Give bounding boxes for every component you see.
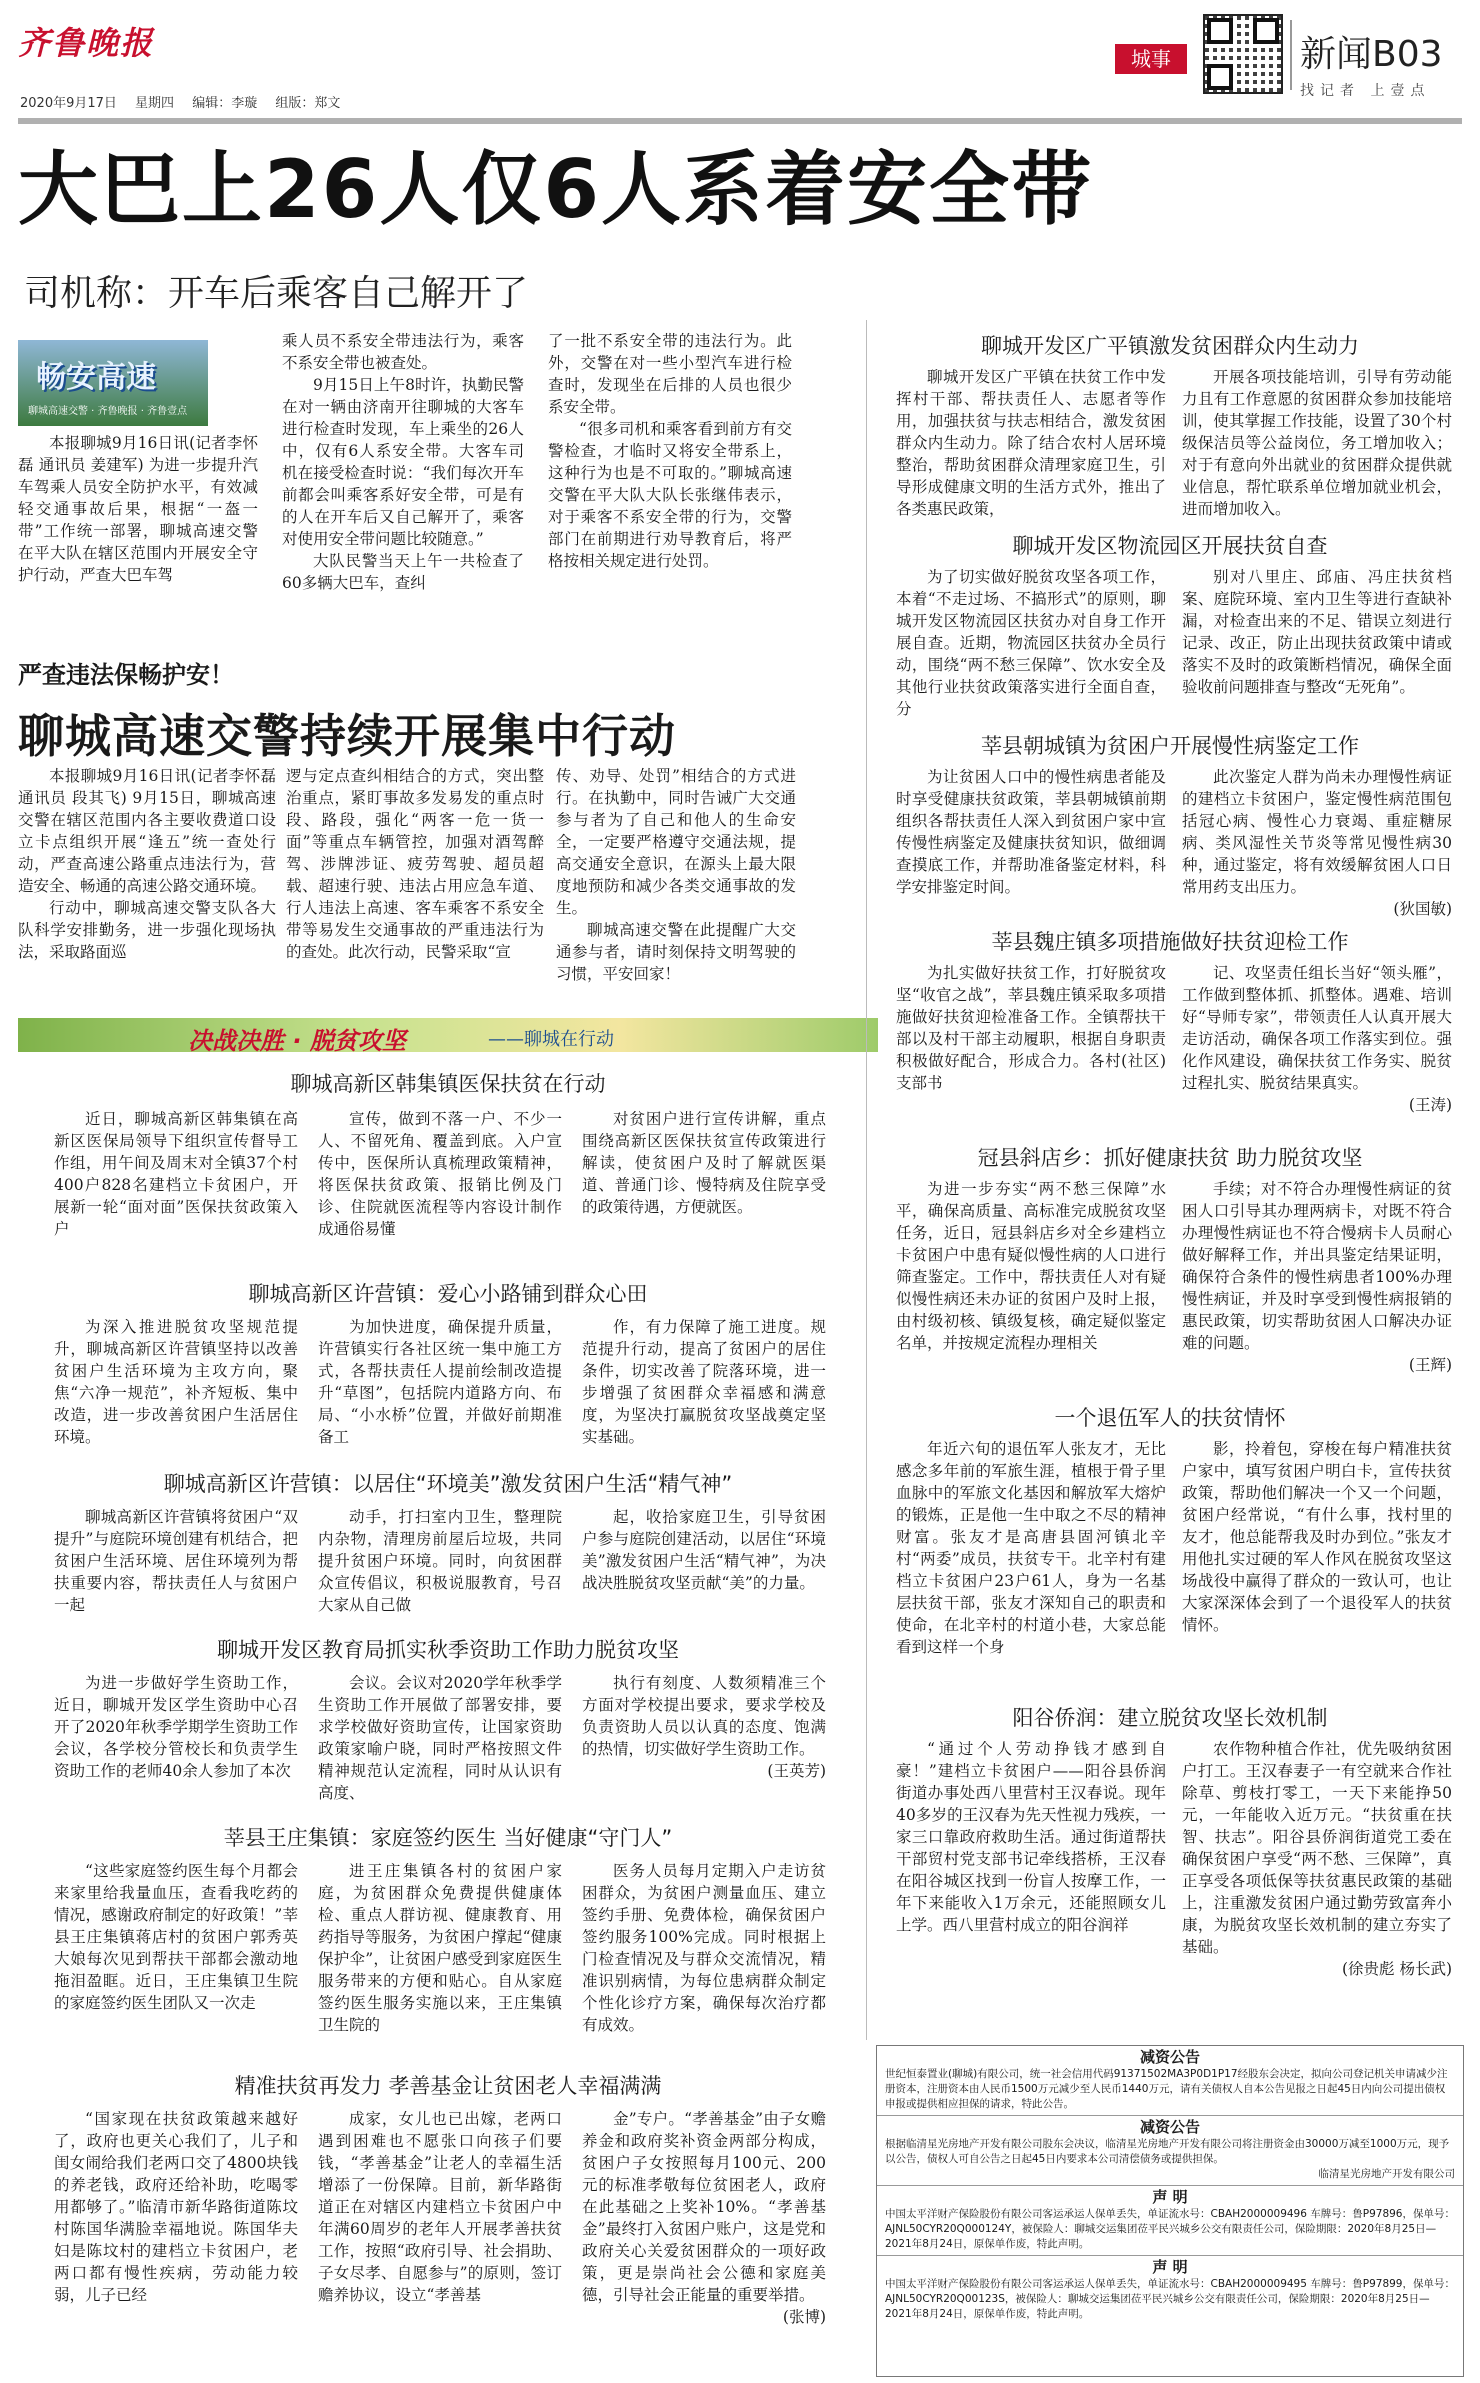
article-column: [54, 1316, 298, 1448]
paragraph: 大队民警当天上午一共检查了60多辆大巴车，查纠: [282, 552, 524, 592]
paragraph: 聊城高速交警在此提醒广大交通参与者，请时刻保持文明驾驶的习惯，平安回家！: [556, 921, 796, 983]
notice-text: 根据临清星光房地产开发有限公司股东会决议，临清星光房地产开发有限公司将注册资金由30000万减至1000万元，现予以公告，债权人可自公告之日起45日内要求本公司清偿债务或提供担保。: [885, 2138, 1450, 2165]
paragraph: “国家现在扶贫政策越来越好了，政府也更关心我们了，儿子和闺女闹给我们老两口交了4800块钱的养老钱，政府还给补助，吃喝零用都够了。”临清市新华路街道陈坟村陈国华满脸幸福地说。陈国华夫妇是陈坟村的建档立卡贫困户，老两口都有慢性疾病，劳动能力较弱，儿子已经: [54, 2110, 298, 2304]
article-column: [582, 1506, 826, 1594]
article-column: [1182, 962, 1452, 1116]
article-column: [54, 1108, 298, 1240]
notice-title: 声 明: [1152, 2188, 1188, 2206]
article-title: 聊城开发区广平镇激发贫困群众内生动力: [981, 334, 1359, 358]
lead-headline: 大巴上26人仅6人系着安全带: [18, 143, 1093, 236]
highway-banner-image: [18, 340, 208, 426]
article: [878, 1402, 1462, 1702]
second-column-3: [556, 765, 796, 985]
article-column: [582, 1860, 826, 2036]
article-column: [896, 1438, 1166, 1658]
article-column: [1182, 1178, 1452, 1376]
paragraph: 执行有刻度、人数须精准三个方面对学校提出要求，要求学校及负责资助人员以认真的态度、饱满的热情，切实做好学生资助工作。: [582, 1674, 826, 1758]
notice-title: 减资公告: [1139, 2118, 1200, 2136]
paragraph: 聊城开发区广平镇在扶贫工作中发挥村干部、帮扶责任人、志愿者等作用，加强扶贫与扶志相结合，激发贫困群众内生动力。除了结合农村人居环境整治，帮助贫困群众清理家庭卫生，引导形成健康文明的生活方式外，推出了各类惠民政策，: [896, 368, 1166, 518]
paragraph: 成家，女儿也已出嫁，老两口遇到困难也不愿张口向孩子们要钱，“孝善基金”让老人的幸福生活增添了一份保障。目前，新华路街道正在对辖区内建档立卡贫困户中年满60周岁的老年人开展孝善扶贫工作，按照“政府引导、社会捐助、子女尽孝、自愿参与”的原则，签订赡养协议，设立“孝善基: [318, 2110, 562, 2304]
masthead-rule: [18, 118, 1462, 124]
paragraph: 医务人员每月定期入户走访贫困群众，为贫困户测量血压、建立签约手册、免费体检，确保贫困户签约服务100%完成。同时根据上门检查情况及与群众交流情况，精准识别病情，为每位患病群众制定个性化诊疗方案，确保每次治疗都有成效。: [582, 1862, 826, 2034]
second-column-2: [286, 765, 544, 963]
article: [18, 1634, 878, 1822]
paragraph: 金”专户。“孝善基金”由子女赡养金和政府奖补资金两部分构成，贫困户子女按照每月100元、200元的标准孝敬每位贫困老人，政府在此基础之上奖补10%。“孝善基金”最终打入贫困户账户，这是党和政府关心关爱贫困群众的一项好政策，更是崇尚社会公德和家庭美德，引导社会正能量的重要举措。: [582, 2110, 826, 2304]
lead-column-3: [548, 330, 792, 572]
article-title: 聊城开发区物流园区开展扶贫自查: [1012, 534, 1328, 558]
paragraph: 宣传，做到不落一户、不少一人、不留死角、覆盖到底。入户宣传中，医保所认真梳理政策精神，将医保扶贫政策、报销比例及门诊、住院就医流程等内容设计制作成通俗易懂: [318, 1110, 562, 1238]
notice-title: 声 明: [1152, 2258, 1188, 2276]
second-column-1: [18, 765, 276, 963]
paragraph: 别对八里庄、邱庙、冯庄扶贫档案、庭院环境、室内卫生等进行查缺补漏，对检查出来的不足、错误立刻进行记录、改正，防止出现扶贫政策中请或落实不及时的政策断档情况，确保全面验收前问题排查与整改“无死角”。: [1182, 568, 1452, 696]
paragraph: 农作物种植合作社，优先吸纳贫困户打工。王汉春妻子一有空就来合作社除草、剪枝打零工，一天下来能挣50元，一年能收入近万元。“扶贫重在扶智、扶志”。阳谷县侨润街道党工委在确保贫困户享受“两不愁、三保障”，真正享受各项低保等扶贫惠民政策的基础上，注重激发贫困户通过勤劳致富奔小康，为脱贫攻坚长效机制的建立夯实了基础。: [1182, 1740, 1452, 1956]
article: [878, 330, 1462, 530]
paragraph: 影，拎着包，穿梭在每户精准扶贫户家中，填写贫困户明白卡，宣传扶贫政策，帮助他们解决一个又一个问题，贫困户经常说，“有什么事，找村里的友才，他总能帮我及时办到位。”张友才用他扎实过硬的军人作风在脱贫攻坚这场战役中赢得了群众的一致认可，也让大家深深体会到了一个退役军人的扶贫情怀。: [1182, 1440, 1452, 1634]
paragraph: 起，收拾家庭卫生，引导贫困户参与庭院创建活动，以居住“环境美”激发贫困户生活“精气神”，为决战决胜脱贫攻坚贡献“美”的力量。: [582, 1508, 826, 1592]
article-column: [1182, 766, 1452, 920]
section-badge: 城事: [1115, 44, 1187, 74]
article-column: [318, 2108, 562, 2306]
notice-signature: 临清星光房地产开发有限公司: [1318, 2168, 1455, 2180]
article-column: [582, 1672, 826, 1782]
article-column: [318, 1316, 562, 1448]
byline: (王英芳): [767, 1762, 826, 1780]
article-title: 阳谷侨润：建立脱贫攻坚长效机制: [1012, 1706, 1328, 1730]
notice-divider: [877, 2185, 1463, 2186]
paragraph: “通过个人劳动挣钱才感到自豪！”建档立卡贫困户——阳谷县侨润街道办事处西八里营村王汉春说。现年40多岁的王汉春为先天性视力残疾，一家三口靠政府救助生活。通过街道帮扶干部贸村党支部书记牵线搭桥，王汉春在阳谷城区找到一份盲人按摩工作，一年下来能收入1万余元，还能照顾女儿上学。西八里营村成立的阳谷润祥: [896, 1740, 1166, 1934]
article-column: [54, 1672, 298, 1782]
editor-credit: 编辑：李璇: [192, 96, 258, 111]
article-column: [54, 1860, 298, 2014]
legal-notices: [876, 2045, 1464, 2377]
paragraph: 逻与定点查纠相结合的方式，突出整治重点，紧盯事故多发易发的重点时段、路段，强化“两客一危一货一面”等重点车辆管控，加强对酒驾醉驾、涉牌涉证、疲劳驾驶、超员超载、超速行驶、违法占用应急车道、行人违法上高速、客车乘客不系安全带等易发生交通事故的严重违法行为的查处。此次行动，民警采取“宣: [286, 767, 544, 961]
paragraph: 行动中，聊城高速交警支队各大队科学安排勤务，进一步强化现场执法，采取路面巡: [18, 899, 276, 961]
article-title: 冠县斜店乡：抓好健康扶贫 助力脱贫攻坚: [977, 1146, 1363, 1170]
second-kicker: 严查违法保畅护安！: [18, 661, 234, 689]
paragraph: 记、攻坚责任组长当好“领头雁”，工作做到整体抓、抓整体。遇难、培训好“导师专家”，带领责任人认真开展大走访活动，确保各项工作落实到位。强化作风建设，确保扶贫工作务实、脱贫过程扎实、脱贫结果真实。: [1182, 964, 1452, 1092]
paragraph: 了一批不系安全带的违法行为。此外，交警在对一些小型汽车进行检查时，发现坐在后排的人员也很少系安全带。: [548, 332, 792, 416]
byline: (徐贵彪 杨长武): [1341, 1960, 1452, 1978]
page-number: 新闻B03: [1300, 34, 1443, 75]
right-articles: [878, 330, 1462, 2002]
article-title: 莘县王庄集镇：家庭签约医生 当好健康“守门人”: [223, 1826, 673, 1850]
paragraph: 为进一步夯实“两不愁三保障”水平，确保高质量、高标准完成脱贫攻坚任务，近日，冠县斜店乡对全乡建档立卡贫困户中患有疑似慢性病的人口进行筛查鉴定。工作中，帮扶责任人对有疑似慢性病还未办证的贫困户及时上报，由村级初核、镇级复核，确定疑似鉴定名单，并按规定流程办理相关: [896, 1180, 1166, 1352]
paragraph: 为深入推进脱贫攻坚规范提升，聊城高新区许营镇坚持以改善贫困户生活环境为主攻方向，聚焦“六净一规范”，补齐短板、集中改造，进一步改善贫困户生活居住环境。: [54, 1318, 298, 1446]
qr-code-icon: [1203, 14, 1283, 94]
notice-text: 中国太平洋财产保险股份有限公司客运承运人保单丢失，单证流水号：CBAH2000009496 车牌号：鲁P97896，保单号：AJNL50CYR20Q000124Y，被保险人：聊城交运集团莅平民兴城乡公交有限责任公司，保险期限：2020年8月25日—2021年8月24日，原保单作废，特此声明。: [885, 2208, 1455, 2250]
article-column: [582, 1316, 826, 1448]
article: [18, 1278, 878, 1468]
campaign-subtitle: ——聊城在行动: [488, 1029, 614, 1050]
article-column: [1182, 366, 1452, 520]
article-title: 莘县魏庄镇多项措施做好扶贫迎检工作: [991, 930, 1349, 954]
campaign-banner: [18, 1018, 878, 1055]
article-title: 精准扶贫再发力 孝善基金让贫困老人幸福满满: [234, 2074, 662, 2098]
article-title: 聊城开发区教育局抓实秋季资助工作助力脱贫攻坚: [217, 1638, 679, 1662]
article-column: [896, 566, 1166, 720]
article-column: [54, 1506, 298, 1616]
article-column: [896, 1738, 1166, 1936]
paragraph: 乘人员不系安全带违法行为，乘客不系安全带也被查处。: [282, 332, 524, 372]
lead-subhead: 司机称：开车后乘客自己解开了: [24, 273, 529, 314]
article-column: [582, 2108, 826, 2328]
paragraph: 为扎实做好扶贫工作，打好脱贫攻坚“收官之战”，莘县魏庄镇采取多项措施做好扶贫迎检准备工作。全镇帮扶干部以及村干部主动履职，根据自身职责积极做好配合，形成合力。各村(社区)支部书: [896, 964, 1166, 1092]
byline: (张博): [782, 2308, 826, 2326]
article-column: [896, 962, 1166, 1094]
paragraph: 9月15日上午8时许，执勤民警在对一辆由济南开往聊城的大客车进行检查时发现，车上乘坐的26人中，仅有6人系安全带。大客车司机在接受检查时说：“我们每次开车前都会叫乘客系好安全带，可是有的人在开车后又自己解开了，乘客对使用安全带问题比较随意。”: [282, 376, 524, 548]
article: [18, 2070, 878, 2360]
article-column: [1182, 1438, 1452, 1636]
paragraph: 本报聊城9月16日讯(记者李怀磊 通讯员 姜建军) 为进一步提升汽车驾乘人员安全防护水平，有效减轻交通事故后果，根据“一盔一带”工作统一部署，聊城高速交警在平大队在辖区范围内开展安全守护行动，严查大巴车驾: [18, 434, 258, 584]
scan-prompt: 找记者 上壹点: [1300, 83, 1431, 99]
article-title: 聊城高新区韩集镇医保扶贫在行动: [290, 1072, 606, 1096]
paragraph: 年近六旬的退伍军人张友才，无比感念多年前的军旅生涯，植根于骨子里血脉中的军旅文化基因和解放军大熔炉的锻炼，正是他一生中取之不尽的精神财富。张友才是高唐县固河镇北辛村“两委”成员，扶贫专干。北辛村有建档立卡贫困户23户61人，身为一名基层扶贫干部，张友才深知自己的职责和使命，在北辛村的村道小巷，大家总能看到这样一个身: [896, 1440, 1166, 1656]
article-title: 聊城高新区许营镇：以居住“环境美”激发贫困户生活“精气神”: [163, 1472, 733, 1496]
paragraph: 作，有力保障了施工进度。规范提升行动，提高了贫困户的居住条件，切实改善了院落环境，进一步增强了贫困群众幸福感和满意度，为坚决打赢脱贫攻坚战奠定坚实基础。: [582, 1318, 826, 1446]
banner-subtitle: 聊城高速交警 · 齐鲁晚报 · 齐鲁壹点: [28, 406, 188, 417]
paragraph: 动手，打扫室内卫生，整理院内杂物，清理房前屋后垃圾，共同提升贫困户环境。同时，向贫困群众宣传倡议，积极说服教育，号召大家从自己做: [318, 1508, 562, 1614]
paragraph: 进王庄集镇各村的贫困户家庭，为贫困群众免费提供健康体检、重点人群访视、健康教育、用药指导等服务，为贫困户撑起“健康保护伞”，让贫困户感受到家庭医生服务带来的方便和贴心。自从家庭签约医生服务实施以来，王庄集镇卫生院的: [318, 1862, 562, 2034]
paragraph: 为加快进度，确保提升质量，许营镇实行各社区统一集中施工方式，各帮扶责任人提前绘制改造提升“草图”，包括院内道路方向、布局、“小水桥”位置，并做好前期准备工: [318, 1318, 562, 1446]
byline: (王涛): [1408, 1096, 1452, 1114]
paragraph: 此次鉴定人群为尚未办理慢性病证的建档立卡贫困户，鉴定慢性病范围包括冠心病、慢性心力衰竭、重症糖尿病、类风湿性关节炎等常见慢性病30种，通过鉴定，将有效缓解贫困人口日常用药支出压力。: [1182, 768, 1452, 896]
article: [18, 1068, 878, 1278]
article-column: [318, 1506, 562, 1616]
article-title: 莘县朝城镇为贫困户开展慢性病鉴定工作: [981, 734, 1359, 758]
article-column: [896, 1178, 1166, 1354]
paragraph: 本报聊城9月16日讯(记者李怀磊 通讯员 段其飞) 9月15日，聊城高速交警在辖区范围内各主要收费道口设立卡点组织开展“逢五”统一查处行动，严查高速公路重点违法行为，营造安全、畅通的高速公路交通环境。: [18, 767, 276, 895]
left-articles: [18, 1068, 878, 2360]
masthead-divider: [1290, 20, 1292, 90]
article-column: [896, 366, 1166, 520]
article: [18, 1822, 878, 2070]
paragraph: 为让贫困人口中的慢性病患者能及时享受健康扶贫政策，莘县朝城镇前期组织各帮扶责任人深入到贫困户家中宣传慢性病鉴定及健康扶贫知识，做细调查摸底工作，并帮助准备鉴定材料，科学安排鉴定时间。: [896, 768, 1166, 896]
notice-divider: [877, 2115, 1463, 2116]
second-headline: 聊城高速交警持续开展集中行动: [18, 709, 676, 763]
issue-weekday: 星期四: [135, 96, 175, 111]
article-column: [318, 1672, 562, 1804]
notice-text: 世纪恒泰置业(聊城)有限公司，统一社会信用代码91371502MA3P0D1P17经股东会决定，拟向公司登记机关申请减少注册资本，注册资本由人民币1500万元减少至人民币1440万元，请有关债权人自本公告见报之日起45日内向公司提出债权申报或提供相应担保的请求，特此公告。: [885, 2068, 1448, 2110]
column-divider: [866, 320, 867, 2040]
byline: (狄国敏): [1393, 900, 1452, 918]
dateline: [20, 92, 354, 111]
notice-divider: [877, 2255, 1463, 2256]
article-column: [54, 2108, 298, 2306]
paragraph: “这些家庭签约医生每个月都会来家里给我量血压，查看我吃药的情况，感谢政府制定的好政策！”莘县王庄集镇蒋店村的贫困户郭秀英大娘每次见到帮扶干部都会激动地拖泪盈眶。近日，王庄集镇卫生院的家庭签约医生团队又一次走: [54, 1862, 298, 2012]
paragraph: 开展各项技能培训，引导有劳动能力且有工作意愿的贫困群众参加技能培训，使其掌握工作技能，设置了30个村级保洁员等公益岗位，务工增加收入；对于有意向外出就业的贫困群众提供就业信息，帮忙联系单位增加就业机会，进而增加收入。: [1182, 368, 1452, 518]
paragraph: 对贫困户进行宣传讲解，重点围绕高新区医保扶贫宣传政策进行解读，使贫困户及时了解就医渠道、普通门诊、慢特病及住院享受的政策待遇，方便就医。: [582, 1110, 826, 1216]
article: [878, 730, 1462, 926]
article-column: [318, 1860, 562, 2036]
paragraph: 为进一步做好学生资助工作，近日，聊城开发区学生资助中心召开了2020年秋季学期学生资助工作会议，各学校分管校长和负责学生资助工作的老师40余人参加了本次: [54, 1674, 298, 1780]
article-column: [1182, 1738, 1452, 1980]
paragraph: 为了切实做好脱贫攻坚各项工作，本着“不走过场、不搞形式”的原则，聊城开发区物流园区扶贫办对自身工作开展自查。近期，物流园区扶贫办全员行动，围绕“两不愁三保障”、饮水安全及其他行业扶贫政策落实进行全面自查，分: [896, 568, 1166, 718]
notice-text: 中国太平洋财产保险股份有限公司客运承运人保单丢失，单证流水号：CBAH2000009495 车牌号：鲁P97899，保单号：AJNL50CYR20Q00123S，被保险人：聊城交运集团莅平民兴城乡公交有限责任公司，保险期限：2020年8月25日—2021年8月24日，原保单作废，特此声明。: [885, 2278, 1455, 2320]
paragraph: 会议。会议对2020学年秋季学生资助工作开展做了部署安排，要求学校做好资助宣传，让国家资助政策家喻户晓，同时严格按照文件精神规范认定流程，同时从认识有高度、: [318, 1674, 562, 1802]
article: [878, 926, 1462, 1142]
article-title: 聊城高新区许营镇：爱心小路铺到群众心田: [248, 1282, 648, 1306]
article: [878, 530, 1462, 730]
article-column: [896, 766, 1166, 898]
article-column: [1182, 566, 1452, 698]
article: [878, 1702, 1462, 2002]
article-column: [582, 1108, 826, 1218]
paragraph: 传、劝导、处罚”相结合的方式进行。在执勤中，同时告诫广大交通参与者为了自己和他人的生命安全，一定要严格遵守交通法规，提高交通安全意识，在源头上最大限度地预防和减少各类交通事故的发生。: [556, 767, 796, 917]
paragraph: 手续；对不符合办理慢性病证的贫困人口引导其办理两病卡，对既不符合办理慢性病证也不符合慢病卡人员耐心做好解释工作，并出具鉴定结果证明，确保符合条件的慢性病患者100%办理慢性病证，并及时享受到慢性病报销的惠民政策，切实帮助贫困人口解决办证难的问题。: [1182, 1180, 1452, 1352]
lead-column-2: [282, 330, 524, 594]
article-column: [318, 1108, 562, 1240]
notice-title: 减资公告: [1139, 2048, 1200, 2066]
layout-credit: 组版：郑文: [275, 96, 341, 111]
campaign-title: 决战决胜 · 脱贫攻坚: [188, 1027, 406, 1055]
byline: (王辉): [1408, 1356, 1452, 1374]
paragraph: “很多司机和乘客看到前方有交警检查，才临时又将安全带系上，这种行为也是不可取的。”聊城高速交警在平大队大队长张继伟表示，对于乘客不系安全带的行为，交警部门在前期进行劝导教育后，将严格按相关规定进行处罚。: [548, 420, 792, 570]
article-title: 一个退伍军人的扶贫情怀: [1054, 1406, 1286, 1430]
lead-column-1: [18, 432, 258, 586]
article: [18, 1468, 878, 1634]
paragraph: 聊城高新区许营镇将贫困户“双提升”与庭院环境创建有机结合，把贫困户生活环境、居住环境列为帮扶重要内容，帮扶责任人与贫困户一起: [54, 1508, 298, 1614]
article: [878, 1142, 1462, 1402]
banner-title: 畅安高速: [36, 360, 156, 395]
issue-date: 2020年9月17日: [20, 96, 117, 111]
newspaper-logo: 齐鲁晚报: [18, 24, 155, 62]
paragraph: 近日，聊城高新区韩集镇在高新区医保局领导下组织宣传督导工作组，用午间及周末对全镇37个村400户828名建档立卡贫困户，开展新一轮“面对面”医保扶贫政策入户: [54, 1110, 298, 1238]
